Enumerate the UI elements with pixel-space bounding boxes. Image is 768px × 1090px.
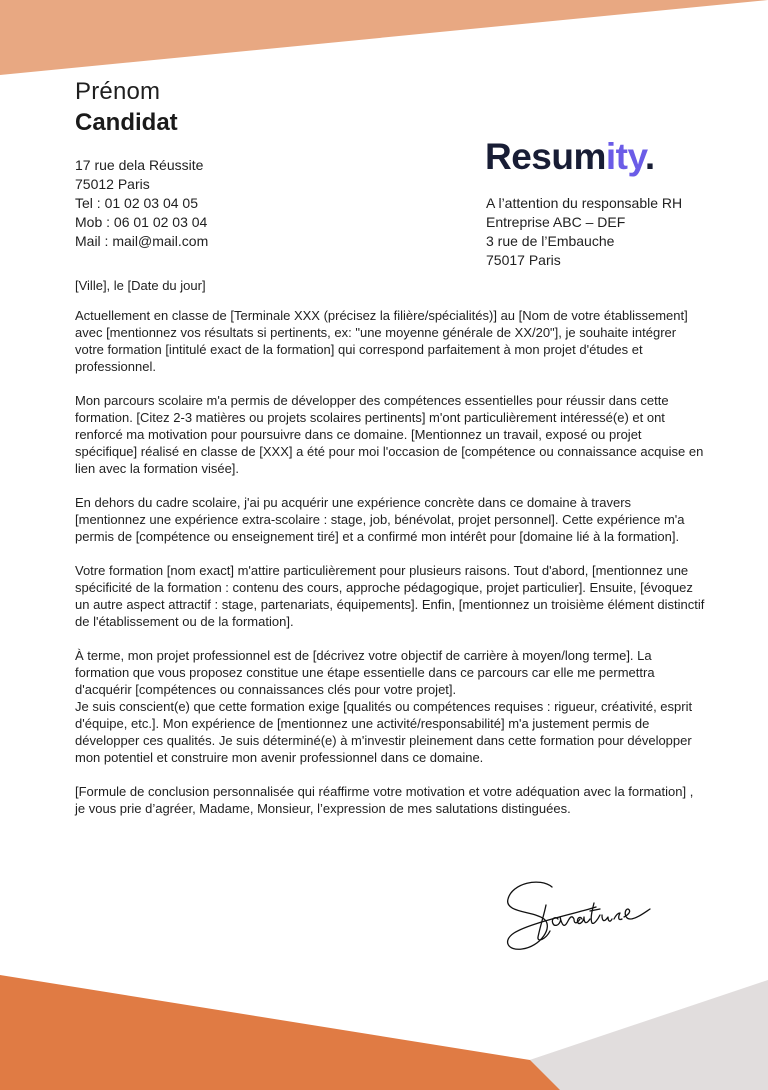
candidate-last-name: Candidat [75, 109, 178, 136]
sender-city: 75012 Paris [75, 176, 150, 192]
paragraph-closing: [Formule de conclusion personnalisée qui réaffirme votre motivation et votre adéquation avec la formation] , je vous prie d’agréer, Madame, Monsieur, l’expression de mes salutations distinguées. [75, 784, 694, 816]
paragraph-project: À terme, mon projet professionnel est de [décrivez votre objectif de carrière à moyen/long terme]. La formation que vous proposez constitue une étape essentielle dans ce parcours car elle me permettra d'acquérir [compétences ou connaissances clés pour votre projet]. Je suis conscient(e) que cette formation exige [qualités ou compétences requises : rigueur, créativité, esprit d'équipe, etc.]. Mon expérience de [mentionnez une activité/responsabilité] m'a justement permis de développer ces qualités. Je suis déterminé(e) à m'investir pleinement dans cette formation pour développer mon potentiel et construire mon avenir professionnel dans ce domaine. [75, 648, 693, 765]
paragraph-experience: En dehors du cadre scolaire, j'ai pu acquérir une expérience concrète dans ce domaine à travers [mentionnez une expérience extra-scolaire : stage, job, bénévolat, projet personnel]. Cette expérience m'a permis de [compétence ou enseignement tiré] et a confirmé mon intérêt pour [domaine lié à la formation]. [75, 495, 685, 544]
sender-email: Mail : mail@mail.com [75, 233, 209, 249]
paragraph-motivation: Votre formation [nom exact] m'attire particulièrement pour plusieurs raisons. Tout d'abord, [mentionnez une spécificité de la formation : contenu des cours, approche pédagogique, projet particulier]. Ensuite, [évoquez un autre aspect attractif : stage, partenariats, équipements]. Enfin, [mentionnez un troisième élément distinctif de l'établissement ou de la formation]. [75, 563, 705, 629]
letter-body [75, 307, 705, 834]
sender-street: 17 rue dela Réussite [75, 157, 204, 173]
recipient-city: 75017 Paris [486, 252, 561, 268]
resumity-logo [485, 136, 655, 178]
bottom-orange-band [0, 975, 560, 1090]
sender-address-block [75, 156, 208, 251]
recipient-attention: A l’attention du responsable RH [486, 195, 683, 211]
logo-text-accent: ity [605, 136, 645, 177]
candidate-first-name: Prénom [75, 78, 161, 105]
recipient-street: 3 rue de l’Embauche [486, 233, 615, 249]
paragraph-intro: Actuellement en classe de [Terminale XXX (précisez la filière/spécialités)] au [Nom de votre établissement] avec [mentionnez vos résultats si pertinents, ex: "une moyenne générale de XX/20"], je souhaite intégrer votre formation [intitulé exact de la formation] qui correspond parfaitement à mon projet d'études et professionnel. [75, 308, 688, 374]
sender-phone: Tel : 01 02 03 04 05 [75, 195, 198, 211]
logo-dot: . [644, 136, 655, 177]
recipient-address-block [486, 194, 682, 270]
paragraph-school-background: Mon parcours scolaire m'a permis de développer des compétences essentielles pour réussir dans cette formation. [Citez 2-3 matières ou projets scolaires pertinents] m'ont particulièrement intéressé(e) et ont renforcé ma motivation pour poursuivre dans ce domaine. [Mentionnez un travail, exposé ou projet spécifique] réalisé en classe de [XXX] a été pour moi l'occasion de [compétence ou connaissance acquise en lien avec la formation visée]. [75, 393, 704, 476]
logo-text-main: Resum [485, 136, 606, 177]
place-date-line: [Ville], le [Date du jour] [75, 278, 206, 293]
bottom-grey-band [440, 980, 768, 1090]
recipient-company: Entreprise ABC – DEF [486, 214, 626, 230]
sender-mobile: Mob : 06 01 02 03 04 [75, 214, 208, 230]
top-orange-band [0, 0, 768, 75]
handwritten-signature [500, 875, 660, 960]
